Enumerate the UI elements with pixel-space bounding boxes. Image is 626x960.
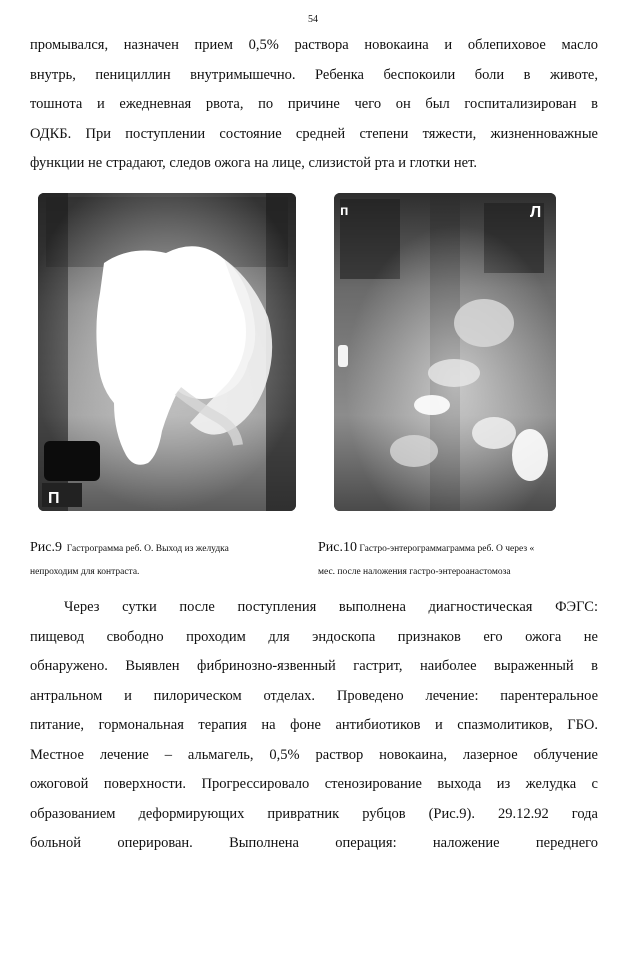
text-line: промывался, назначен прием 0,5% раствора новокаина и облепиховое масло xyxy=(30,37,598,53)
film-marker: П xyxy=(48,490,60,507)
caption-prefix: Рис. xyxy=(318,540,343,555)
caption-text: мес. после наложения гастро-энтероанастомоза xyxy=(318,567,511,577)
text-line: внутрь, пенициллин внутримышечно. Ребенка беспокоили боли в животе, xyxy=(30,66,598,83)
text-line: пищевод свободно проходим для эндоскопа признаков его ожога не xyxy=(30,628,598,645)
caption-prefix: Рис. xyxy=(30,540,55,555)
bottom-paragraph xyxy=(30,593,598,859)
xray-gastrogram-image xyxy=(38,193,296,511)
caption-text: Гастрограмма реб. О. Выход из желудка xyxy=(66,544,229,554)
film-marker-left: п xyxy=(340,202,349,218)
top-paragraph xyxy=(30,31,598,179)
figure-9-xray xyxy=(38,193,296,511)
text-line: питание, гормональная терапия на фоне антибиотиков и спазмолитиков, ГБО. xyxy=(30,717,598,733)
figure-10-caption xyxy=(318,536,604,584)
text-line: Через сутки после поступления выполнена диагностическая ФЭГС: xyxy=(64,599,598,615)
film-marker: Л xyxy=(530,204,542,221)
xray-gastroenterogram-image xyxy=(334,193,556,511)
text-line: больной оперирован. Выполнена операция: наложение переднего xyxy=(30,835,598,851)
caption-text: Гастро-энтерограммаграмма реб. О через « xyxy=(359,544,535,554)
text-line: ОДКБ. При поступлении состояние средней степени тяжести, жизненноважные xyxy=(30,125,598,142)
page-number: 54 xyxy=(308,14,318,25)
text-line: образованием деформирующих привратник рубцов (Рис.9). 29.12.92 года xyxy=(30,805,598,822)
text-line: ожоговой поверхности. Прогрессировало стенозирование выхода из желудка с xyxy=(30,776,598,792)
text-line: Местное лечение – альмагель, 0,5% раствор новокаина, лазерное облучение xyxy=(30,746,598,763)
text-line: функции не страдают, следов ожога на лице, слизистой рта и глотки нет. xyxy=(30,155,477,171)
figure-10-xray xyxy=(334,193,556,511)
text-line: тошнота и ежедневная рвота, по причине чего он был госпитализирован в xyxy=(30,96,598,112)
text-line: антральном и пилорическом отделах. Проведено лечение: парентеральное xyxy=(30,687,598,704)
caption-number: 10 xyxy=(343,540,357,555)
caption-text: непроходим для контраста. xyxy=(30,567,140,577)
text-line: обнаружено. Выявлен фибринозно-язвенный гастрит, наиболее выраженный в xyxy=(30,658,598,674)
figure-9-caption xyxy=(30,536,308,584)
caption-number: 9 xyxy=(55,540,62,555)
